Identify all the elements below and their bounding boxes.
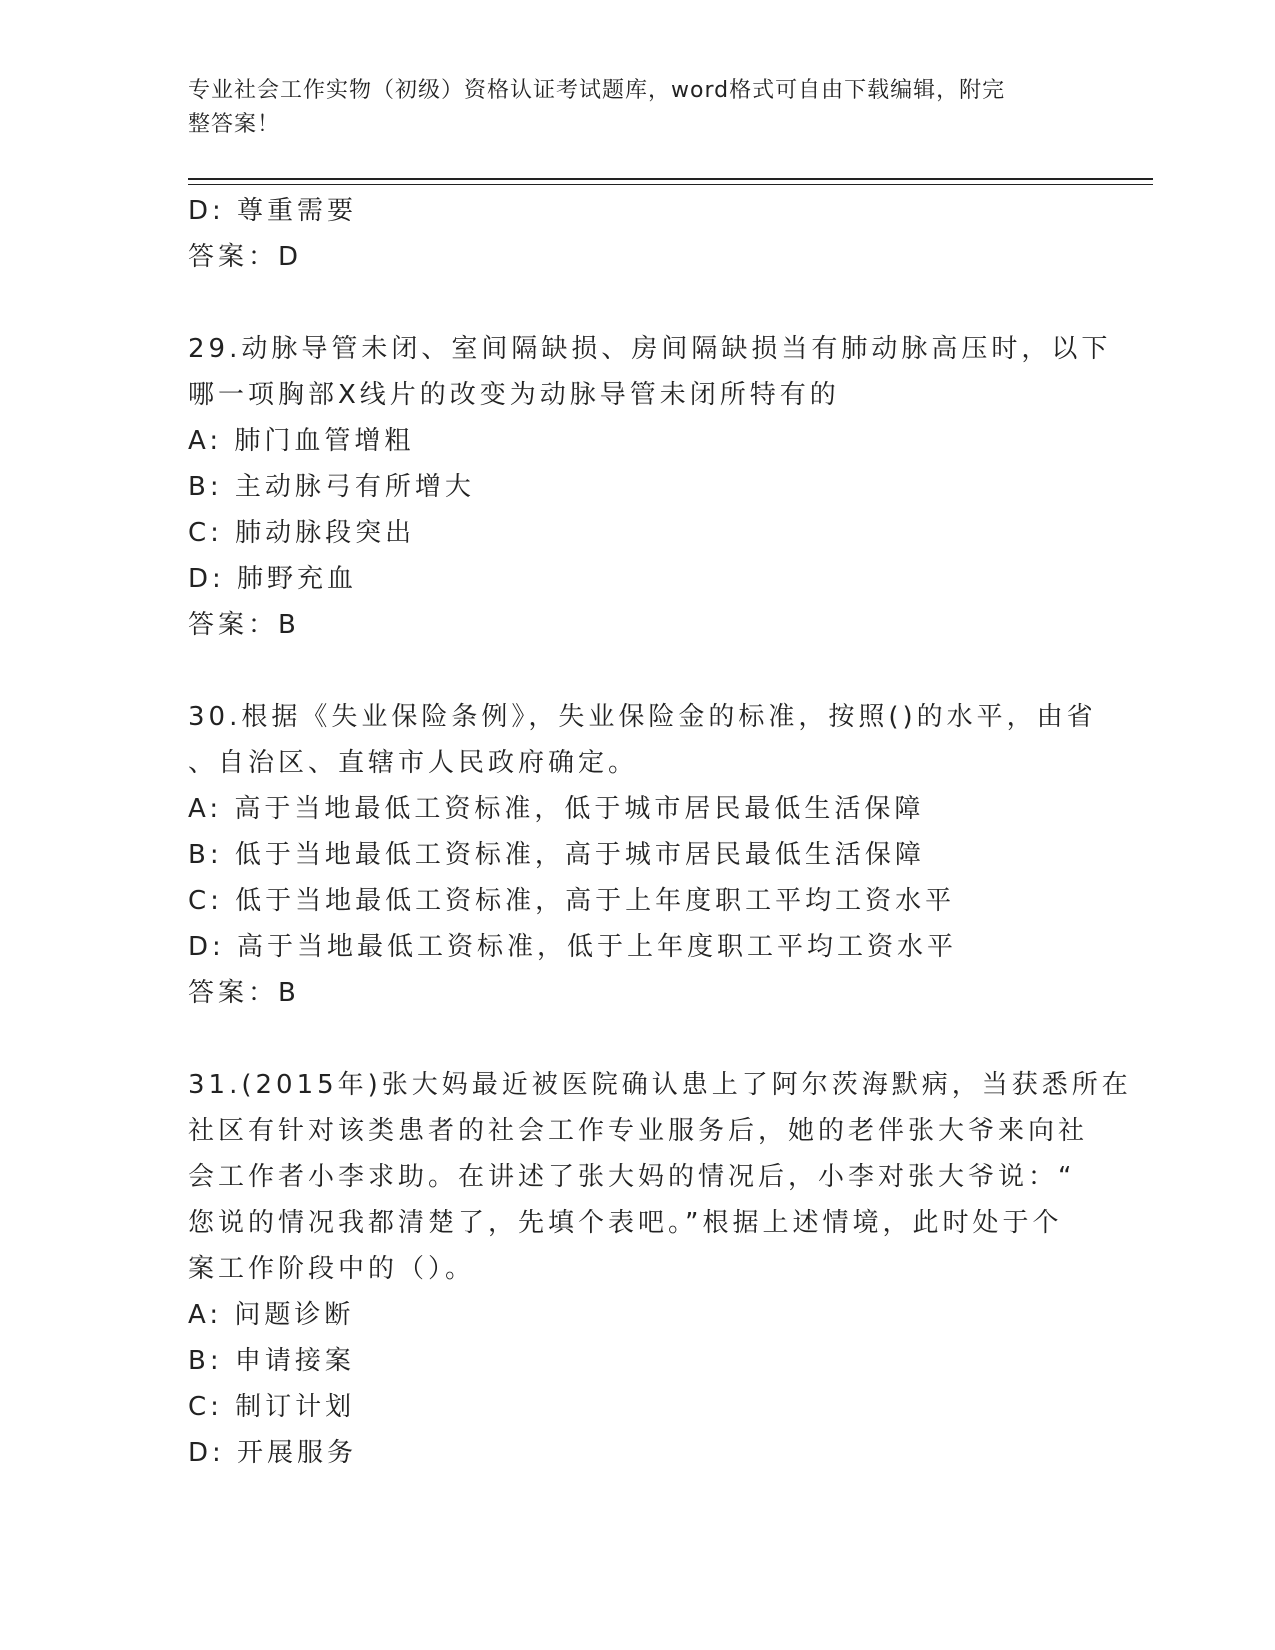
question-text-line: 案工作阶段中的（）。 (188, 1254, 476, 1284)
answer-line: 答案：B (188, 610, 300, 640)
question-30 (188, 694, 1097, 1016)
header-divider-thick (188, 178, 1153, 180)
answer-line: 答案：D (188, 242, 303, 272)
question-text-line: 30.根据《失业保险条例》，失业保险金的标准，按照()的水平，由省 (188, 702, 1097, 732)
header-line-1: 专业社会工作实物（初级）资格认证考试题库，word格式可自由下载编辑，附完 (188, 78, 1006, 103)
question-text-line: 社区有针对该类患者的社会工作专业服务后，她的老伴张大爷来向社 (188, 1116, 1089, 1146)
question-29 (188, 326, 1112, 648)
option-b: B: 主动脉弓有所增大 (188, 472, 475, 502)
document-header (188, 74, 1068, 142)
question-text-line: 会工作者小李求助。在讲述了张大妈的情况后，小李对张大爷说：“ (188, 1162, 1076, 1192)
spacer (188, 648, 1088, 694)
question-text-line: 29.动脉导管未闭、室间隔缺损、房间隔缺损当有肺动脉高压时，以下 (188, 334, 1112, 364)
spacer (188, 1016, 1088, 1062)
header-divider-thin (188, 184, 1153, 185)
option-c: C: 制订计划 (188, 1392, 356, 1422)
option-c: C: 低于当地最低工资标准，高于上年度职工平均工资水平 (188, 886, 956, 916)
header-line-2: 整答案！ (188, 112, 281, 137)
question-text-line: 哪一项胸部X线片的改变为动脉导管未闭所特有的 (188, 380, 840, 410)
option-d: D: 肺野充血 (188, 564, 358, 594)
question-list (188, 188, 1132, 1476)
option-d: D: 开展服务 (188, 1438, 358, 1468)
option-c: C: 肺动脉段突出 (188, 518, 416, 548)
option-a: A: 肺门血管增粗 (188, 426, 415, 456)
option-b: B: 低于当地最低工资标准，高于城市居民最低生活保障 (188, 840, 925, 870)
option-a: A: 高于当地最低工资标准，低于城市居民最低生活保障 (188, 794, 925, 824)
option-a: A: 问题诊断 (188, 1300, 355, 1330)
question-text-line: 您说的情况我都清楚了，先填个表吧。”根据上述情境，此时处于个 (188, 1208, 1063, 1238)
spacer (188, 280, 1088, 326)
option-d: D: 尊重需要 (188, 196, 358, 226)
option-b: B: 申请接案 (188, 1346, 355, 1376)
question-text-line: 31.(2015年)张大妈最近被医院确认患上了阿尔茨海默病，当获悉所在 (188, 1070, 1132, 1100)
option-d: D: 高于当地最低工资标准，低于上年度职工平均工资水平 (188, 932, 958, 962)
previous-question-tail (188, 188, 1088, 280)
answer-line: 答案：B (188, 978, 300, 1008)
question-31 (188, 1062, 1132, 1476)
question-text-line: 、自治区、直辖市人民政府确定。 (188, 748, 639, 778)
